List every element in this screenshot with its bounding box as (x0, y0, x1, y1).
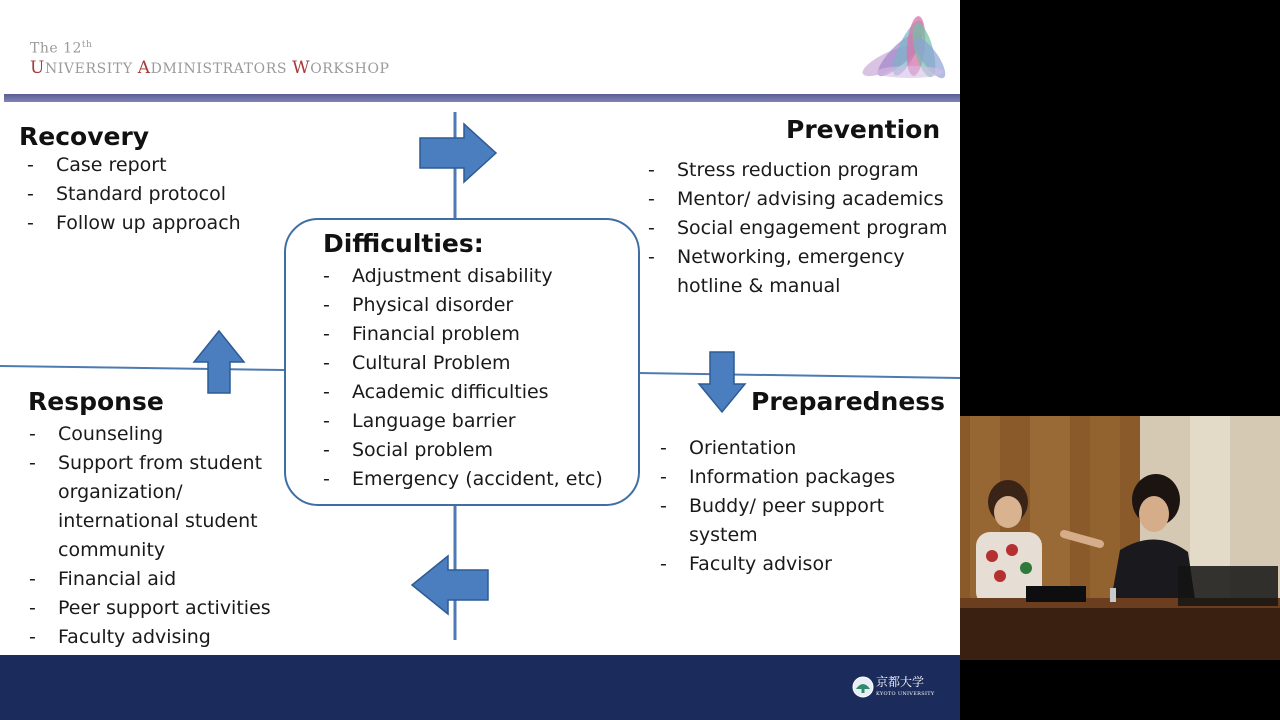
list-item: - Faculty advising (28, 623, 286, 652)
arrow-up-icon (194, 331, 244, 393)
list-item: - Case report (26, 151, 241, 180)
title-cap-w: W (292, 58, 311, 78)
slide-footer (0, 655, 960, 720)
list-item: - Social problem (322, 436, 622, 465)
list-item: - Stress reduction program (647, 156, 959, 185)
response-heading: Response (28, 387, 164, 416)
edition-superscript: th (81, 40, 93, 50)
list-item: - Physical disorder (322, 291, 622, 320)
arrow-left-icon (412, 556, 488, 614)
arrow-right-icon (420, 124, 496, 182)
list-item: - Support from student organization/ international student community (28, 449, 286, 565)
title-cap-u: U (30, 58, 45, 78)
arrow-down-icon (699, 352, 745, 412)
list-item: - Financial problem (322, 320, 622, 349)
response-list (28, 420, 286, 652)
list-item: - Mentor/ advising academics (647, 185, 959, 214)
title-rest-u: NIVERSITY (44, 61, 138, 77)
recovery-heading: Recovery (19, 122, 150, 151)
edition-text: The 12 (30, 40, 82, 57)
list-item: - Emergency (accident, etc) (322, 465, 622, 494)
horizontal-axis-right (638, 373, 960, 378)
horizontal-axis-left (0, 366, 284, 370)
list-item: - Language barrier (322, 407, 622, 436)
list-item: - Social engagement program (647, 214, 959, 243)
university-english: KYOTO UNIVERSITY (876, 691, 935, 697)
list-item: - Adjustment disability (322, 262, 622, 291)
difficulties-heading: Difficulties: (323, 229, 484, 258)
difficulties-list (322, 262, 622, 494)
list-item: - Networking, emergency hotline & manual (647, 243, 927, 301)
recovery-list (26, 151, 241, 238)
list-item: - Follow up approach (26, 209, 241, 238)
list-item: - Orientation (659, 434, 919, 463)
preparedness-list (659, 434, 919, 579)
list-item: - Cultural Problem (322, 349, 622, 378)
title-cap-a: A (137, 58, 151, 78)
list-item: - Information packages (659, 463, 919, 492)
list-item: - Financial aid (28, 565, 286, 594)
university-kanji: 京都大学 (876, 675, 925, 689)
university-name (876, 676, 934, 700)
preparedness-heading: Preparedness (751, 387, 946, 416)
list-item: - Academic difficulties (322, 378, 622, 407)
title-rest-w: ORKSHOP (310, 61, 390, 77)
list-item: - Peer support activities (28, 594, 286, 623)
list-item: - Standard protocol (26, 180, 241, 209)
presenter-video-feed (960, 416, 1280, 660)
prevention-list (647, 156, 959, 301)
prevention-heading: Prevention (786, 115, 941, 144)
title-rest-a: DMINISTRATORS (150, 61, 293, 77)
list-item: - Counseling (28, 420, 286, 449)
list-item: - Buddy/ peer support system (659, 492, 919, 550)
list-item: - Faculty advisor (659, 550, 919, 579)
kyoto-university-seal-icon (852, 676, 874, 698)
